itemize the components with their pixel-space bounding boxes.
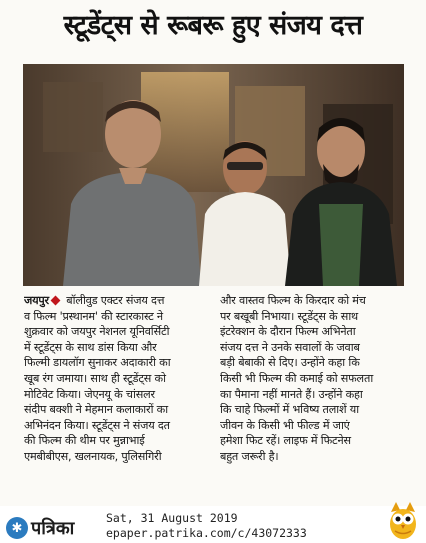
article-body [24,293,404,525]
patrika-logo [6,516,74,540]
article-line: का पैमाना नहीं मानते हैं। उन्होंने कहा [220,387,363,401]
article-line: की फिल्म की थीम पर मुन्नाभाई [24,434,145,448]
article-line: एमबीबीएस, खलनायक, पुलिसगिरी [24,449,162,463]
article-line: हमेशा फिट रहें। लाइफ में फिटनेस [220,434,351,448]
article-photo [23,64,404,286]
bullet-icon [50,296,60,306]
article-column-2 [220,293,404,525]
article-line: मोटिवेट किया। जेएनयू के चांसलर [24,387,155,401]
edition-date: Sat, 31 August 2019 [106,511,238,525]
article-line: पर बखूबी निभाया। स्टूडेंट्स के साथ [220,309,359,323]
owl-mascot-icon [388,500,418,540]
patrika-logo-icon: ✱ [6,517,28,539]
article-line: कि चाहे फिल्मों में भविष्य तलाशें या [220,403,359,417]
article-line: और वास्तव फिल्म के किरदार को मंच [220,294,366,307]
article-line: शुक्रवार को जयपुर नेशनल यूनिवर्सिटी [24,325,170,339]
article-line: बहुत जरूरी है। [220,449,279,463]
article-line: संजय दत्त ने उनके सवालों के जवाब [220,340,360,354]
epaper-url: epaper.patrika.com/c/43072333 [106,526,307,540]
article-line: व फिल्म 'प्रस्थानम' की स्टारकास्ट ने [24,309,163,323]
article-text: बॉलीवुड एक्टर संजय दत्त [62,294,165,307]
footer-meta [106,511,307,541]
article-line: संदीप बक्शी ने मेहमान कलाकारों का [24,403,168,417]
footer [0,506,426,543]
article-line: किसी भी फिल्म की कमाई को सफलता [220,371,374,385]
article-line: जीवन के किसी भी फील्ड में जाएं [220,418,350,432]
photo-illustration [23,64,404,286]
article-line: फिल्मी डायलॉग सुनाकर अदाकारी का [24,356,171,370]
article-column-1 [24,293,208,525]
article-line: अभिनंदन किया। स्टूडेंट्स ने संजय दत [24,418,170,432]
headline: स्टूडेंट्स से रूबरू हुए संजय दत्त [63,10,363,41]
article-line: इंटरेक्शन के दौरान फिल्म अभिनेता [220,325,356,339]
article-line: में स्टूडेंट्स के साथ डांस किया और [24,340,157,354]
article-line: खूब रंग जमाया। साथ ही स्टूडेंट्स को [24,371,166,385]
article-line [24,293,208,309]
article-line: बड़ी बेबाकी से दिए। उन्होंने कहा कि [220,356,360,370]
dateline: जयपुर [24,294,49,307]
logo-text: पत्रिका [31,518,75,539]
